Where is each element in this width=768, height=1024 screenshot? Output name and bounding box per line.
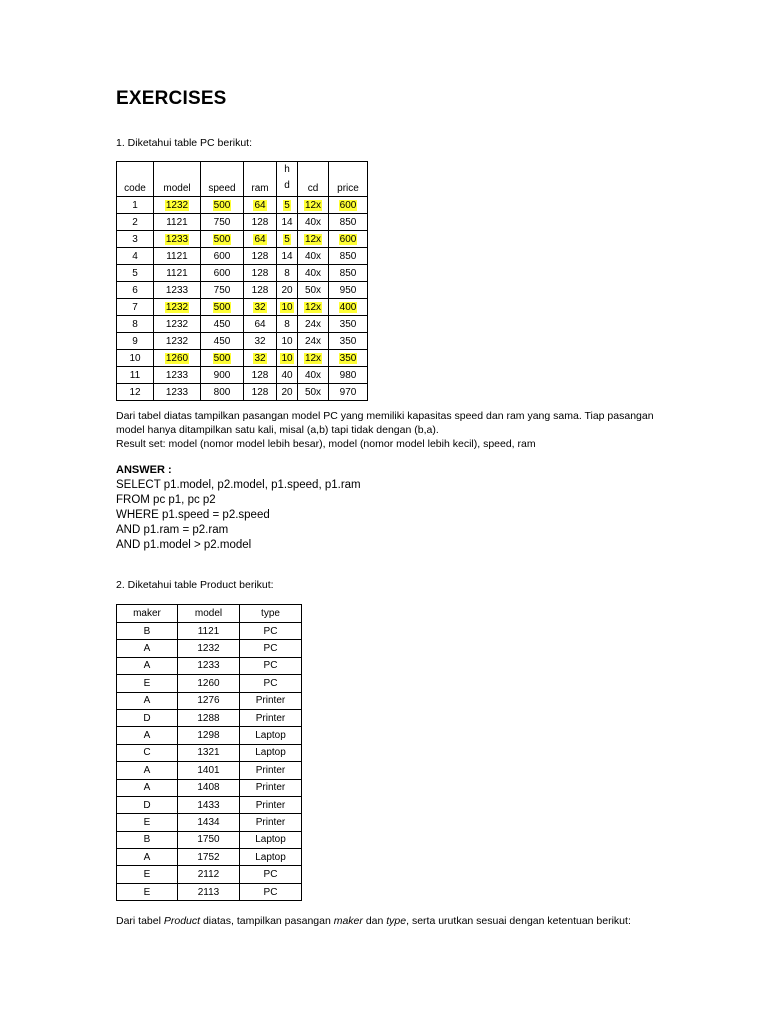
q2-desc-emphasis-maker: maker [333,915,363,927]
table-cell: D [117,796,178,813]
cell-value: 450 [213,318,231,330]
q2-desc-part2: diatas, tampilkan pasangan [200,915,334,927]
table-cell: E [117,675,178,692]
cell-value: 128 [251,267,269,279]
table-cell: Printer [240,814,302,831]
q1-result-set: Result set: model (nomor model lebih besar), model (nomor model lebih kecil), speed, ram [116,438,536,450]
cell-value: 40x [304,267,322,279]
cell-value: 500 [213,233,231,245]
table-row [117,197,368,214]
pc-header-hd: h d [277,162,298,197]
product-table-body [117,623,302,901]
table-cell [117,248,154,265]
table-cell: Laptop [240,727,302,744]
cell-value: 600 [339,233,357,245]
cell-value: 500 [213,301,231,313]
cell-value: 8 [284,267,290,279]
table-cell [201,350,244,367]
pc-header-model: model [154,162,201,197]
cell-value: 1260 [165,352,189,364]
cell-value: 7 [132,301,138,313]
table-cell [277,367,298,384]
table-row [117,367,368,384]
cell-value: 4 [132,250,138,262]
cell-value: 600 [213,250,231,262]
pc-header-ram: ram [244,162,277,197]
cell-value: 850 [339,267,357,279]
table-cell: 1321 [178,744,240,761]
table-cell [201,282,244,299]
cell-value: 1233 [165,284,189,296]
cell-value: 1121 [166,250,188,262]
table-cell: 2113 [178,883,240,900]
table-cell: 1433 [178,796,240,813]
table-row [117,384,368,401]
cell-value: 64 [254,318,266,330]
q2-desc-part1: Dari tabel [116,915,164,927]
cell-value: 6 [132,284,138,296]
table-cell [117,197,154,214]
table-cell [277,248,298,265]
cell-value: 12x [304,233,322,245]
pc-table [116,161,368,401]
table-cell [329,231,368,248]
table-cell [298,197,329,214]
table-cell [201,333,244,350]
cell-value: 400 [339,301,357,313]
table-cell [298,231,329,248]
table-cell [201,384,244,401]
table-cell [244,350,277,367]
table-cell [244,197,277,214]
cell-value: 14 [281,250,293,262]
answer-label: ANSWER : [116,464,172,476]
cell-value: 50x [304,284,322,296]
table-cell [277,333,298,350]
table-cell [329,333,368,350]
answer-line: AND p1.ram = p2.ram [116,524,229,536]
table-cell: PC [240,883,302,900]
cell-value: 40x [304,369,322,381]
table-cell [154,214,201,231]
table-cell: 1752 [178,849,240,866]
table-row [117,350,368,367]
answer-line: SELECT p1.model, p2.model, p1.speed, p1.ram [116,479,361,491]
cell-value: 2 [132,216,138,228]
table-cell: 1233 [178,657,240,674]
table-cell [117,231,154,248]
cell-value: 1232 [165,301,189,313]
cell-value: 1233 [165,386,189,398]
product-header-type: type [240,605,302,623]
table-cell: A [117,640,178,657]
table-cell [117,316,154,333]
cell-value: 12x [304,199,322,211]
table-row [117,282,368,299]
table-cell [329,299,368,316]
cell-value: 750 [213,216,231,228]
table-cell [154,299,201,316]
answer-line: WHERE p1.speed = p2.speed [116,509,270,521]
table-cell [298,333,329,350]
table-cell [154,282,201,299]
table-row [117,814,302,831]
table-cell [201,316,244,333]
table-cell [329,384,368,401]
table-cell: PC [240,675,302,692]
table-cell [277,197,298,214]
table-cell: B [117,623,178,640]
table-row [117,214,368,231]
table-cell: A [117,849,178,866]
table-cell: A [117,657,178,674]
table-cell [154,367,201,384]
table-cell [244,214,277,231]
table-cell [298,316,329,333]
cell-value: 10 [129,352,141,364]
table-cell [244,316,277,333]
table-cell: 1121 [178,623,240,640]
table-cell [201,248,244,265]
cell-value: 1232 [165,318,189,330]
table-cell: PC [240,623,302,640]
table-cell [117,214,154,231]
table-row [117,831,302,848]
cell-value: 1121 [166,216,188,228]
cell-value: 64 [254,199,266,211]
table-row [117,762,302,779]
table-cell [329,197,368,214]
table-row [117,316,368,333]
cell-value: 1 [132,199,138,211]
cell-value: 12x [304,352,322,364]
table-cell [329,367,368,384]
table-cell: E [117,883,178,900]
pc-table-header-row [117,162,368,197]
table-cell [277,231,298,248]
table-cell [329,350,368,367]
cell-value: 900 [213,369,231,381]
table-cell: E [117,814,178,831]
pc-header-speed: speed [201,162,244,197]
table-cell [154,197,201,214]
cell-value: 5 [284,199,290,211]
cell-value: 12x [304,301,322,313]
cell-value: 128 [251,250,269,262]
table-cell: Printer [240,779,302,796]
table-cell [329,214,368,231]
table-cell: Laptop [240,849,302,866]
table-cell: 1260 [178,675,240,692]
table-cell [298,384,329,401]
cell-value: 12 [129,386,141,398]
cell-value: 9 [132,335,138,347]
product-table-header-row [117,605,302,623]
cell-value: 64 [254,233,266,245]
table-cell: Laptop [240,831,302,848]
q1-description [116,409,676,451]
cell-value: 950 [339,284,357,296]
table-cell: 1232 [178,640,240,657]
table-cell [117,299,154,316]
cell-value: 128 [251,386,269,398]
cell-value: 350 [339,352,357,364]
pc-header-price: price [329,162,368,197]
table-cell [277,316,298,333]
table-cell: D [117,709,178,726]
table-cell [244,282,277,299]
cell-value: 40x [304,250,322,262]
cell-value: 128 [251,369,269,381]
table-cell [201,231,244,248]
table-row [117,623,302,640]
table-cell [154,384,201,401]
answer-line: FROM pc p1, pc p2 [116,494,216,506]
table-row [117,265,368,282]
table-cell: E [117,866,178,883]
cell-value: 40x [304,216,322,228]
table-cell [201,265,244,282]
table-row [117,231,368,248]
table-cell [277,350,298,367]
table-cell [201,214,244,231]
cell-value: 10 [281,352,293,364]
table-cell [244,299,277,316]
table-cell: A [117,779,178,796]
table-cell [298,350,329,367]
table-cell: A [117,692,178,709]
table-row [117,333,368,350]
table-cell [298,282,329,299]
table-cell: 2112 [178,866,240,883]
table-cell: Printer [240,692,302,709]
table-cell [277,265,298,282]
table-cell: 1288 [178,709,240,726]
table-cell [244,248,277,265]
cell-value: 500 [213,199,231,211]
product-header-maker: maker [117,605,178,623]
table-row [117,779,302,796]
cell-value: 32 [254,352,266,364]
table-cell: Printer [240,709,302,726]
product-table [116,604,302,901]
table-cell: B [117,831,178,848]
table-cell [298,299,329,316]
table-cell [117,350,154,367]
cell-value: 50x [304,386,322,398]
q2-desc-part4: , serta urutkan sesuai dengan ketentuan berikut: [406,915,631,927]
table-cell [117,367,154,384]
table-cell [329,282,368,299]
cell-value: 128 [251,284,269,296]
cell-value: 500 [213,352,231,364]
table-cell: PC [240,640,302,657]
table-cell: A [117,727,178,744]
cell-value: 3 [132,233,138,245]
table-cell [154,333,201,350]
cell-value: 750 [213,284,231,296]
table-cell: C [117,744,178,761]
table-cell [244,384,277,401]
table-cell [329,316,368,333]
cell-value: 32 [254,335,266,347]
table-cell [117,265,154,282]
answer-line: AND p1.model > p2.model [116,539,252,551]
cell-value: 600 [339,199,357,211]
table-cell [201,367,244,384]
cell-value: 5 [284,233,290,245]
table-cell: PC [240,657,302,674]
cell-value: 970 [339,386,357,398]
table-row [117,657,302,674]
table-row [117,866,302,883]
cell-value: 10 [281,335,293,347]
table-cell [329,248,368,265]
cell-value: 1233 [165,369,189,381]
table-cell [244,265,277,282]
table-cell [154,231,201,248]
table-row [117,248,368,265]
table-cell: 1750 [178,831,240,848]
table-cell: Printer [240,796,302,813]
table-cell [117,282,154,299]
cell-value: 1232 [165,335,189,347]
table-cell [117,333,154,350]
table-row [117,299,368,316]
cell-value: 350 [339,335,357,347]
cell-value: 8 [284,318,290,330]
cell-value: 32 [254,301,266,313]
cell-value: 128 [251,216,269,228]
table-cell: 1408 [178,779,240,796]
q2-desc-emphasis-product: Product [163,915,201,927]
q1-answer [116,463,361,553]
table-cell: 1276 [178,692,240,709]
table-cell [154,265,201,282]
table-cell [201,197,244,214]
pc-header-code: code [117,162,154,197]
table-row [117,883,302,900]
cell-value: 1121 [166,267,188,279]
table-row [117,640,302,657]
page-title: EXERCISES [116,88,227,109]
table-cell: 1401 [178,762,240,779]
table-cell: 1298 [178,727,240,744]
table-cell [277,282,298,299]
cell-value: 1233 [165,233,189,245]
cell-value: 10 [281,301,293,313]
q1-intro: 1. Diketahui table PC berikut: [116,137,252,149]
table-cell: Printer [240,762,302,779]
cell-value: 20 [281,284,293,296]
table-cell: PC [240,866,302,883]
table-row [117,727,302,744]
q2-intro: 2. Diketahui table Product berikut: [116,579,274,591]
cell-value: 40 [281,369,293,381]
pc-header-cd: cd [298,162,329,197]
table-row [117,744,302,761]
q2-description [116,914,631,928]
cell-value: 800 [213,386,231,398]
cell-value: 350 [339,318,357,330]
pc-table-body [117,197,368,401]
table-cell [154,316,201,333]
cell-value: 1232 [165,199,189,211]
table-cell [329,265,368,282]
table-cell: 1434 [178,814,240,831]
table-cell [298,367,329,384]
q2-desc-emphasis-type: type [386,915,407,927]
cell-value: 850 [339,216,357,228]
cell-value: 850 [339,250,357,262]
cell-value: 20 [281,386,293,398]
table-cell [117,384,154,401]
table-row [117,849,302,866]
cell-value: 14 [281,216,293,228]
table-cell [154,248,201,265]
table-row [117,796,302,813]
q2-desc-part3: dan [362,915,387,927]
cell-value: 980 [339,369,357,381]
cell-value: 5 [132,267,138,279]
table-cell [201,299,244,316]
table-cell [277,384,298,401]
table-cell [244,333,277,350]
cell-value: 24x [304,335,322,347]
table-cell [244,367,277,384]
q1-description-line2: model hanya ditampilkan satu kali, misal (a,b) tapi tidak dengan (b,a). [116,424,439,436]
q1-description-line1: Dari tabel diatas tampilkan pasangan model PC yang memiliki kapasitas speed dan ram yang sama. Tiap pasangan [116,410,654,422]
cell-value: 450 [213,335,231,347]
table-cell [298,214,329,231]
cell-value: 11 [129,369,141,381]
table-cell [277,214,298,231]
cell-value: 600 [213,267,231,279]
table-cell [277,299,298,316]
table-cell [298,265,329,282]
table-cell [154,350,201,367]
table-cell [244,231,277,248]
table-cell [298,248,329,265]
table-cell: A [117,762,178,779]
table-cell: Laptop [240,744,302,761]
table-row [117,675,302,692]
product-header-model: model [178,605,240,623]
table-row [117,709,302,726]
table-row [117,692,302,709]
cell-value: 8 [132,318,138,330]
cell-value: 24x [304,318,322,330]
